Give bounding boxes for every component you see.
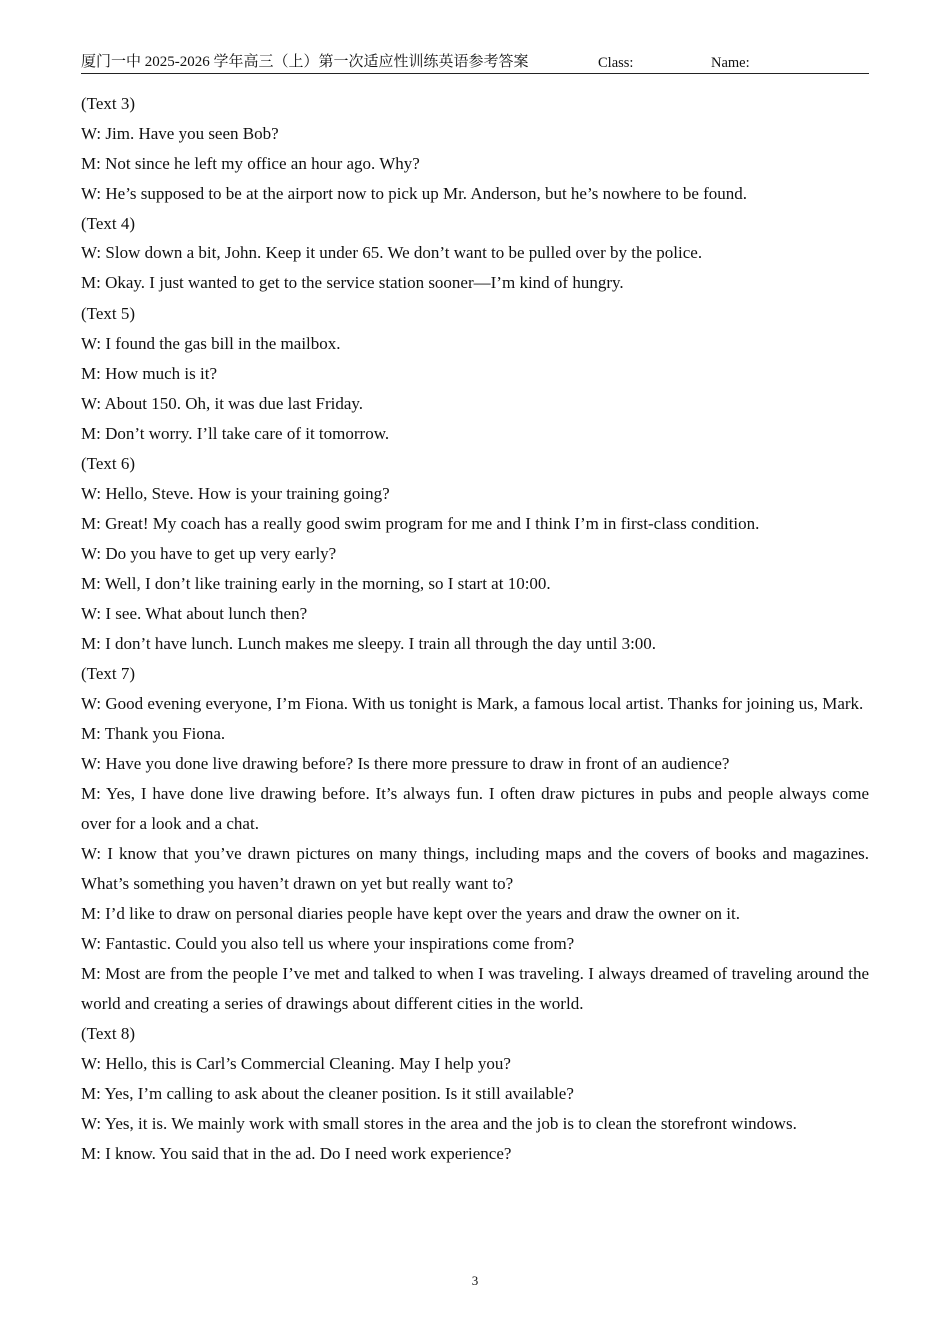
dialogue-line: M: Not since he left my office an hour ago. Why? <box>81 154 420 173</box>
dialogue-line: M: Well, I don’t like training early in the morning, so I start at 10:00. <box>81 574 551 593</box>
transcript-body <box>81 89 869 1169</box>
dialogue-line: M: How much is it? <box>81 364 217 383</box>
dialogue-line: W: Slow down a bit, John. Keep it under 65. We don’t want to be pulled over by the police. <box>81 243 703 262</box>
section-heading-text-3: (Text 3) <box>81 94 136 113</box>
dialogue-line: W: Good evening everyone, I’m Fiona. With us tonight is Mark, a famous local artist. Thanks for joining us, Mark. <box>81 694 864 713</box>
section-heading-text-8: (Text 8) <box>81 1024 136 1043</box>
dialogue-line: W: About 150. Oh, it was due last Friday. <box>81 394 364 413</box>
dialogue-line: M: Yes, I have done live drawing before. It’s always fun. I often draw pictures in pubs and people always come over for a look and a chat. <box>81 784 869 833</box>
dialogue-line: W: Fantastic. Could you also tell us where your inspirations come from? <box>81 934 575 953</box>
dialogue-line: W: Jim. Have you seen Bob? <box>81 124 279 143</box>
header-title: 厦门一中 2025-2026 学年高三（上）第一次适应性训练英语参考答案 <box>81 54 529 70</box>
page-header <box>81 52 869 74</box>
section-heading-text-4: (Text 4) <box>81 214 136 233</box>
dialogue-line: W: I see. What about lunch then? <box>81 604 308 623</box>
dialogue-line: M: I know. You said that in the ad. Do I need work experience? <box>81 1144 512 1163</box>
dialogue-line: W: I found the gas bill in the mailbox. <box>81 334 341 353</box>
dialogue-line: M: I don’t have lunch. Lunch makes me sleepy. I train all through the day until 3:00. <box>81 634 657 653</box>
dialogue-line: W: Hello, this is Carl’s Commercial Cleaning. May I help you? <box>81 1054 511 1073</box>
section-heading-text-6: (Text 6) <box>81 454 136 473</box>
dialogue-line: W: Yes, it is. We mainly work with small stores in the area and the job is to clean the storefront windows. <box>81 1114 797 1133</box>
dialogue-line: W: Hello, Steve. How is your training going? <box>81 484 390 503</box>
dialogue-line: W: Have you done live drawing before? Is there more pressure to draw in front of an audience? <box>81 754 730 773</box>
dialogue-line: M: Don’t worry. I’ll take care of it tomorrow. <box>81 424 390 443</box>
name-label: Name: <box>711 55 750 71</box>
dialogue-line: M: Okay. I just wanted to get to the service station sooner—I’m kind of hungry. <box>81 273 624 292</box>
dialogue-line: M: Thank you Fiona. <box>81 724 226 743</box>
page-number: 3 <box>471 1273 479 1288</box>
section-heading-text-5: (Text 5) <box>81 304 136 323</box>
section-heading-text-7: (Text 7) <box>81 664 136 683</box>
dialogue-line: W: Do you have to get up very early? <box>81 544 337 563</box>
dialogue-line: M: Most are from the people I’ve met and talked to when I was traveling. I always dreamed of traveling around the world and creating a series of drawings about different cities in the world. <box>81 964 869 1013</box>
dialogue-line: M: Yes, I’m calling to ask about the cleaner position. Is it still available? <box>81 1084 574 1103</box>
class-label: Class: <box>598 55 634 71</box>
dialogue-line: M: Great! My coach has a really good swim program for me and I think I’m in first-class condition. <box>81 514 760 533</box>
dialogue-line: M: I’d like to draw on personal diaries people have kept over the years and draw the owner on it. <box>81 904 741 923</box>
dialogue-line: W: He’s supposed to be at the airport now to pick up Mr. Anderson, but he’s nowhere to be found. <box>81 184 748 203</box>
dialogue-line: W: I know that you’ve drawn pictures on many things, including maps and the covers of books and magazines. What’s something you haven’t drawn on yet but really want to? <box>81 844 869 893</box>
